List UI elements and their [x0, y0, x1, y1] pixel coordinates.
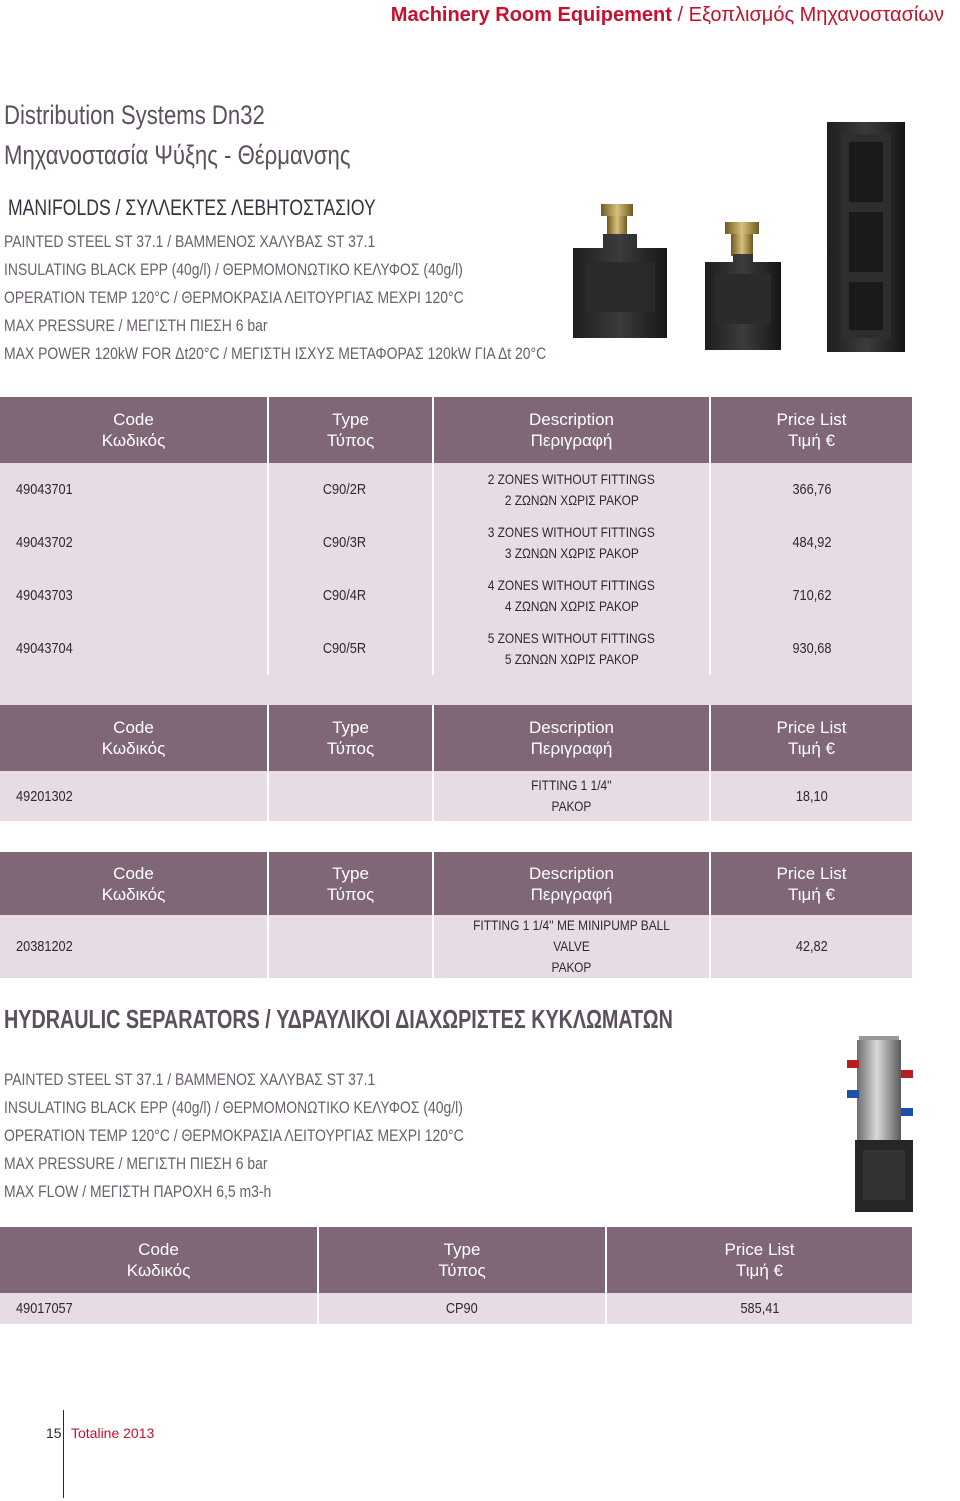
col-desc-gr: Περιγραφή [530, 431, 613, 450]
spec-line: MAX PRESSURE / ΜΕΓΙΣΤΗ ΠΙΕΣΗ 6 bar [4, 1154, 268, 1173]
row-code: 49043704 [0, 622, 268, 675]
table-row [0, 569, 912, 622]
col-description [433, 397, 710, 463]
spec-line: OPERATION TEMP 120°C / ΘΕΡΜΟΚΡΑΣΙΑ ΛΕΙΤΟΥΡΓΙΑΣ ΜΕΧΡΙ 120°C [4, 288, 464, 307]
table-row [0, 463, 912, 516]
col-price-gr: Τιμή € [788, 431, 835, 450]
table-row [0, 771, 912, 821]
row-price: 710,62 [710, 569, 912, 622]
row-code: 20381202 [0, 915, 268, 978]
row-type: C90/4R [268, 569, 433, 622]
col-price: Price List Τιμή € [606, 1227, 912, 1293]
col-type-en: Type [332, 410, 369, 429]
col-desc-en: Description [528, 410, 615, 429]
running-header [391, 4, 944, 27]
table-row [0, 622, 912, 675]
spec-line: PAINTED STEEL ST 37.1 / ΒΑΜΜΕΝΟΣ ΧΑΛΥΒΑΣ ST 37.1 [4, 232, 376, 251]
separators-spec-list [4, 1066, 565, 1206]
row-code: 49201302 [0, 771, 268, 821]
col-price: Price List Τιμή € [710, 852, 912, 915]
manifolds-price-table [0, 397, 912, 675]
row-description: FITTING 1 1/4'' ME MINIPUMP BALL VALVE ΡΑΚΟΡ [433, 915, 710, 978]
col-description: Description Περιγραφή [433, 852, 710, 915]
table-row [0, 915, 912, 978]
row-price: 18,10 [710, 771, 912, 821]
col-price [710, 397, 912, 463]
page-number: 15 [46, 1425, 62, 1441]
spec-line: INSULATING BLACK EPP (40g/l) / ΘΕΡΜΟΜΟΝΩΤΙΚΟ ΚΕΛΥΦΟΣ (40g/l) [4, 1098, 463, 1117]
row-price: 366,76 [710, 463, 912, 516]
col-code [0, 397, 268, 463]
row-type: C90/3R [268, 516, 433, 569]
col-type: Type Τύπος [268, 705, 433, 771]
col-type: Type Τύπος [268, 852, 433, 915]
row-type: C90/5R [268, 622, 433, 675]
separators-heading: HYDRAULIC SEPARATORS / ΥΔΡΑΥΛΙΚΟΙ ΔΙΑΧΩΡΙΣΤΕΣ ΚΥΚΛΩΜΑΤΩΝ [4, 1004, 673, 1034]
col-price-en: Price List [776, 410, 847, 429]
header-title-en: Machinery Room Equipement [390, 4, 672, 26]
col-code-gr: Κωδικός [101, 431, 166, 450]
row-code: 49043703 [0, 569, 268, 622]
col-type-gr: Τύπος [326, 431, 375, 450]
row-description: 4 ZONES WITHOUT FITTINGS 4 ΖΩΝΩΝ ΧΩΡΙΣ ΡΑΚΟΡ [433, 569, 710, 622]
header-separator: / [671, 4, 689, 26]
row-code: 49017057 [0, 1293, 318, 1324]
footer-divider [63, 1410, 64, 1498]
header-title-gr: Εξοπλισμός Μηχανοστασίων [688, 4, 944, 26]
spec-line: MAX POWER 120kW FOR Δt20°C / ΜΕΓΙΣΤΗ ΙΣΧΥΣ ΜΕΤΑΦΟΡΑΣ 120kW ΓΙΑ Δt 20°C [4, 344, 547, 363]
row-code: 49043702 [0, 516, 268, 569]
fitting-price-table [0, 705, 912, 821]
page-title-line1: Distribution Systems Dn32 [4, 100, 265, 130]
manifold-product-image [565, 112, 915, 372]
table-row [0, 1293, 912, 1324]
row-description: 5 ZONES WITHOUT FITTINGS 5 ΖΩΝΩΝ ΧΩΡΙΣ ΡΑΚΟΡ [433, 622, 710, 675]
row-price: 484,92 [710, 516, 912, 569]
col-type [268, 397, 433, 463]
spec-line: INSULATING BLACK EPP (40g/l) / ΘΕΡΜΟΜΟΝΩΤΙΚΟ ΚΕΛΥΦΟΣ (40g/l) [4, 260, 463, 279]
col-description: Description Περιγραφή [433, 705, 710, 771]
spec-line: MAX FLOW / ΜΕΓΙΣΤΗ ΠΑΡΟΧΗ 6,5 m3-h [4, 1182, 272, 1201]
table-header-row [0, 397, 912, 463]
row-type: C90/2R [268, 463, 433, 516]
row-description: 3 ZONES WITHOUT FITTINGS 3 ΖΩΝΩΝ ΧΩΡΙΣ ΡΑΚΟΡ [433, 516, 710, 569]
footer-brand: Totaline 2013 [71, 1425, 155, 1441]
page-title-line2: Μηχανοστασία Ψύξης - Θέρμανσης [4, 140, 351, 170]
row-type [268, 771, 433, 821]
row-price: 930,68 [710, 622, 912, 675]
row-type: CP90 [318, 1293, 606, 1324]
col-code: Code Κωδικός [0, 852, 268, 915]
fitting-pump-price-table [0, 852, 912, 978]
separator-product-image [845, 1030, 920, 1215]
row-price: 585,41 [606, 1293, 912, 1324]
col-code: Code Κωδικός [0, 705, 268, 771]
table-row [0, 516, 912, 569]
row-code: 49043701 [0, 463, 268, 516]
table-header-row [0, 1227, 912, 1293]
col-code: Code Κωδικός [0, 1227, 318, 1293]
row-type [268, 915, 433, 978]
row-price: 42,82 [710, 915, 912, 978]
col-code-en: Code [113, 410, 154, 429]
row-description: FITTING 1 1/4'' ΡΑΚΟΡ [433, 771, 710, 821]
table-header-row [0, 705, 912, 771]
manifolds-heading: MANIFOLDS / ΣΥΛΛΕΚΤΕΣ ΛΕΒΗΤΟΣΤΑΣΙΟΥ [8, 195, 376, 220]
table-spacer-band [0, 675, 912, 705]
row-description: 2 ZONES WITHOUT FITTINGS 2 ΖΩΝΩΝ ΧΩΡΙΣ ΡΑΚΟΡ [433, 463, 710, 516]
spec-line: PAINTED STEEL ST 37.1 / ΒΑΜΜΕΝΟΣ ΧΑΛΥΒΑΣ ST 37.1 [4, 1070, 376, 1089]
separators-price-table [0, 1227, 912, 1324]
col-type: Type Τύπος [318, 1227, 606, 1293]
table-header-row [0, 852, 912, 915]
spec-line: MAX PRESSURE / ΜΕΓΙΣΤΗ ΠΙΕΣΗ 6 bar [4, 316, 268, 335]
spec-line: OPERATION TEMP 120°C / ΘΕΡΜΟΚΡΑΣΙΑ ΛΕΙΤΟΥΡΓΙΑΣ ΜΕΧΡΙ 120°C [4, 1126, 464, 1145]
col-price: Price List Τιμή € [710, 705, 912, 771]
